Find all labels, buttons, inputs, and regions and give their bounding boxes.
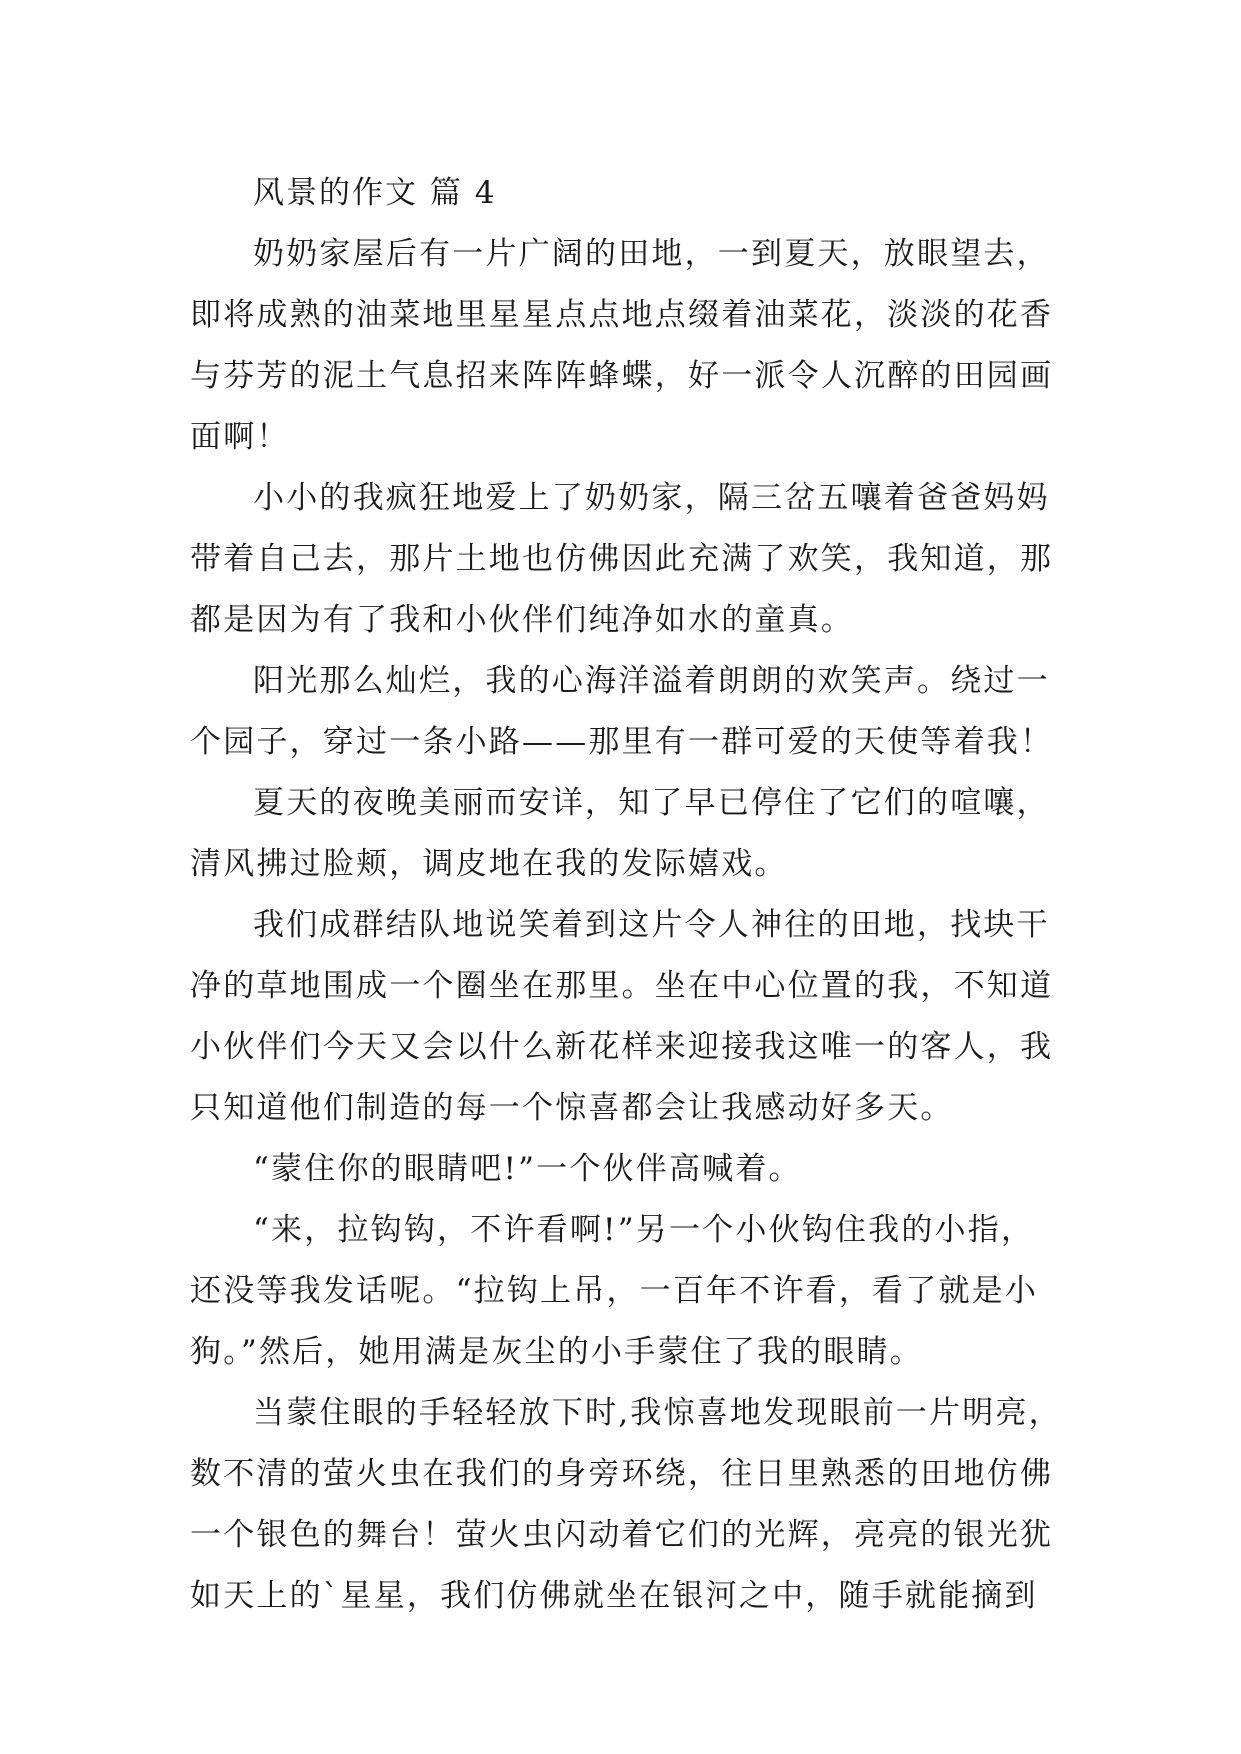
- text-line: 还没等我发话呢。“拉钩上吊，一百年不许看，看了就是小: [190, 1273, 1039, 1309]
- text-line: 阳光那么灿烂，我的心海洋溢着朗朗的欢笑声。绕过一: [253, 663, 1050, 699]
- text-line: 只知道他们制造的每一个惊喜都会让我感动好多天。: [190, 1090, 954, 1126]
- text-line: 当蒙住眼的手轻轻放下时,我惊喜地发现眼前一片明亮，: [253, 1395, 1062, 1431]
- text-lines: [190, 224, 1070, 1627]
- text-line: 小小的我疯狂地爱上了奶奶家，隔三岔五嚷着爸爸妈妈: [253, 480, 1050, 516]
- text-line: 净的草地围成一个圈坐在那里。坐在中心位置的我，不知道: [190, 968, 1054, 1004]
- text-line: 与芬芳的泥土气息招来阵阵蜂蝶，好一派令人沉醉的田园画: [190, 358, 1054, 394]
- text-line: 数不清的萤火虫在我们的身旁环绕，往日里熟悉的田地仿佛: [190, 1456, 1054, 1492]
- section-title: 风景的作文 篇 4: [253, 175, 497, 211]
- text-line: 如天上的`星星，我们仿佛就坐在银河之中，随手就能摘到: [190, 1578, 1038, 1614]
- text-line: 带着自己去，那片土地也仿佛因此充满了欢笑，我知道，那: [190, 541, 1054, 577]
- text-line: 夏天的夜晚美丽而安详，知了早已停住了它们的喧嚷，: [253, 785, 1050, 821]
- text-line: 个园子，穿过一条小路——那里有一群可爱的天使等着我！: [190, 724, 1054, 760]
- text-line: 清风拂过脸颊，调皮地在我的发际嬉戏。: [190, 846, 788, 882]
- document-body: [190, 163, 1070, 1627]
- text-line: 小伙伴们今天又会以什么新花样来迎接我这唯一的客人，我: [190, 1029, 1054, 1065]
- text-line: 一个银色的舞台！萤火虫闪动着它们的光辉，亮亮的银光犹: [190, 1517, 1054, 1553]
- text-line: 即将成熟的油菜地里星星点点地点缀着油菜花，淡淡的花香: [190, 297, 1054, 333]
- text-line: 奶奶家屋后有一片广阔的田地，一到夏天，放眼望去，: [253, 236, 1050, 272]
- text-line: “来，拉钩钩，不许看啊!”另一个小伙钩住我的小指，: [253, 1212, 1035, 1248]
- text-line: “蒙住你的眼睛吧!”一个伙伴高喊着。: [253, 1151, 802, 1187]
- text-line: 都是因为有了我和小伙伴们纯净如水的童真。: [190, 602, 854, 638]
- text-line: 狗。”然后，她用满是灰尘的小手蒙住了我的眼睛。: [190, 1334, 923, 1370]
- text-line: 我们成群结队地说笑着到这片令人神往的田地，找块干: [253, 907, 1050, 943]
- text-line: 面啊！: [190, 419, 290, 455]
